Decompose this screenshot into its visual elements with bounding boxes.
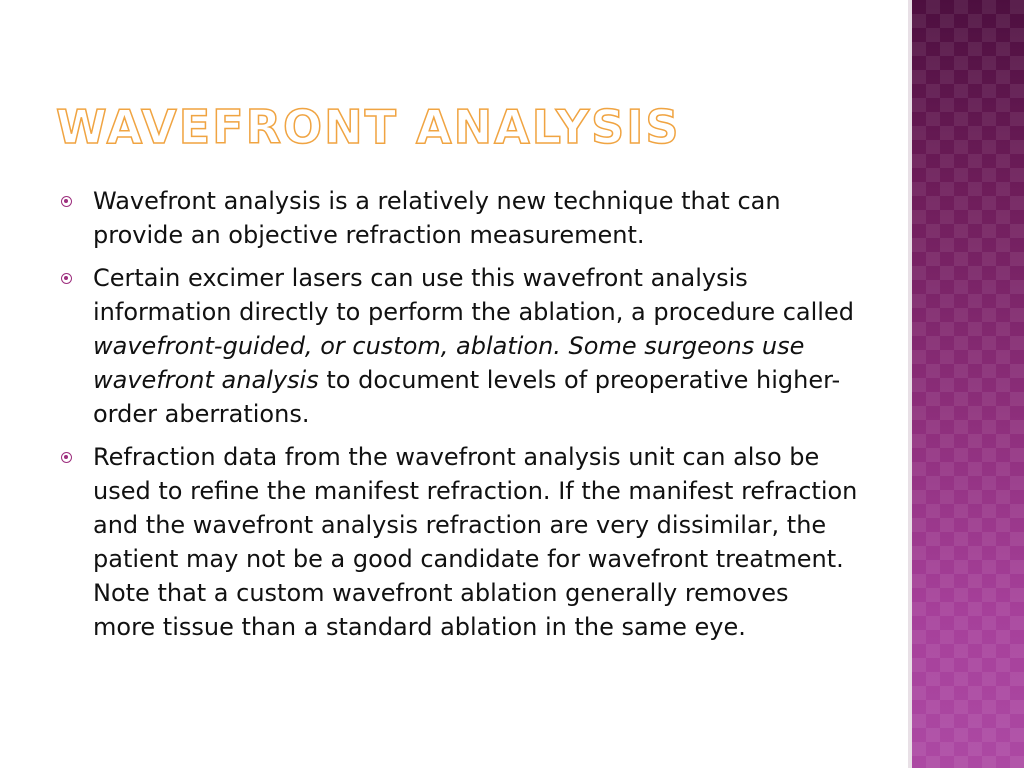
bullet-text-part: to document levels of preoperative higher-order aberrations. (93, 366, 841, 428)
circle-dot-icon (61, 273, 72, 284)
bullet-text-part: Certain excimer lasers can use this wavefront analysis information directly to perform the ablation, a procedure called (93, 264, 854, 326)
bullet-list (58, 184, 858, 653)
slide-title: WAVEFRONT ANALYSIS (56, 100, 681, 154)
bullet-text: Refraction data from the wavefront analysis unit can also be used to refine the manifest refraction. If the manifest refraction and the wavefront analysis refraction are very dissimilar, the patient may not be a good candidate for wavefront treatment. Note that a custom wavefront ablation generally removes more tissue than a standard ablation in the same eye. (93, 443, 858, 641)
circle-dot-icon (61, 452, 72, 463)
decorative-sidebar (912, 0, 1024, 768)
bullet-text: Wavefront analysis is a relatively new technique that can provide an objective refraction measurement. (93, 187, 781, 249)
bullet-text-italic: wavefront-guided, or custom, ablation. Some surgeons use wavefront analysis (93, 332, 805, 394)
bullet-item-2 (58, 261, 858, 431)
bullet-item-3 (58, 440, 858, 644)
bullet-item-1 (58, 184, 858, 252)
circle-dot-icon (61, 196, 72, 207)
